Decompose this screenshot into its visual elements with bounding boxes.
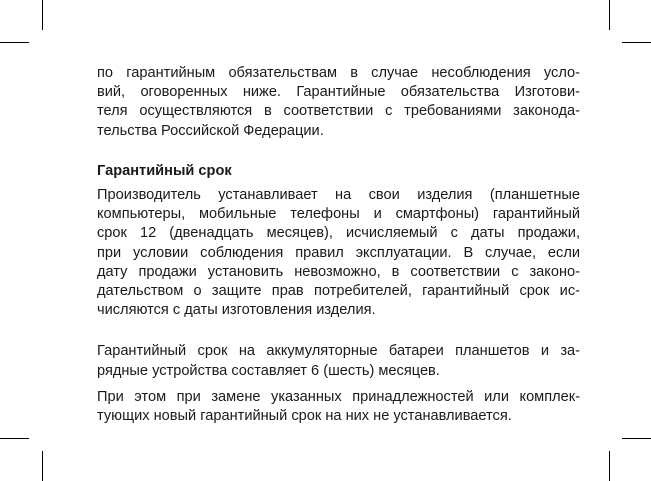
document-page <box>97 64 580 426</box>
warranty-term-paragraph <box>97 186 580 320</box>
intro-line: тельства Российской Федерации. <box>97 122 324 139</box>
crop-mark-top-right-vertical <box>609 0 610 30</box>
term-line: компьютеры, мобильные телефоны и смартфоны) гарантийный <box>97 206 580 223</box>
section-heading: Гарантийный срок <box>97 162 232 179</box>
term-line: числяются с даты изготовления изделия. <box>97 302 376 319</box>
term-line: при условии соблюдения правил эксплуатации. В случае, если <box>97 244 580 261</box>
intro-paragraph <box>97 64 580 141</box>
accessories-line: При этом при замене указанных принадлежностей или комплек- <box>97 388 580 405</box>
intro-line: по гарантийным обязательствам в случае несоблюдения усло- <box>97 65 580 81</box>
battery-warranty-paragraph <box>97 342 580 380</box>
intro-line: теля осуществляются в соответствии с требованиями законода- <box>97 103 580 120</box>
crop-mark-top-left-horizontal <box>0 42 29 43</box>
accessories-paragraph <box>97 388 580 426</box>
battery-line: рядные устройства составляет 6 (шесть) месяцев. <box>97 362 440 379</box>
crop-mark-top-left-vertical <box>42 0 43 30</box>
battery-line: Гарантийный срок на аккумуляторные батареи планшетов и за- <box>97 343 580 360</box>
term-line: дату продажи установить невозможно, в соответствии с законо- <box>97 263 580 280</box>
crop-mark-bottom-left-horizontal <box>0 438 29 439</box>
crop-mark-bottom-right-horizontal <box>622 438 651 439</box>
crop-mark-bottom-right-vertical <box>609 451 610 481</box>
term-line: срок 12 (двенадцать месяцев), исчисляемый с даты продажи, <box>97 225 580 242</box>
crop-mark-top-right-horizontal <box>622 42 651 43</box>
accessories-line: тующих новый гарантийный срок на них не устанавливается. <box>97 408 512 425</box>
term-line: Производитель устанавливает на свои изделия (планшетные <box>97 187 580 204</box>
intro-line: вий, оговоренных ниже. Гарантийные обязательства Изготови- <box>97 84 580 101</box>
term-line: дательством о защите прав потребителей, гарантийный срок ис- <box>97 283 580 300</box>
crop-mark-bottom-left-vertical <box>42 451 43 481</box>
